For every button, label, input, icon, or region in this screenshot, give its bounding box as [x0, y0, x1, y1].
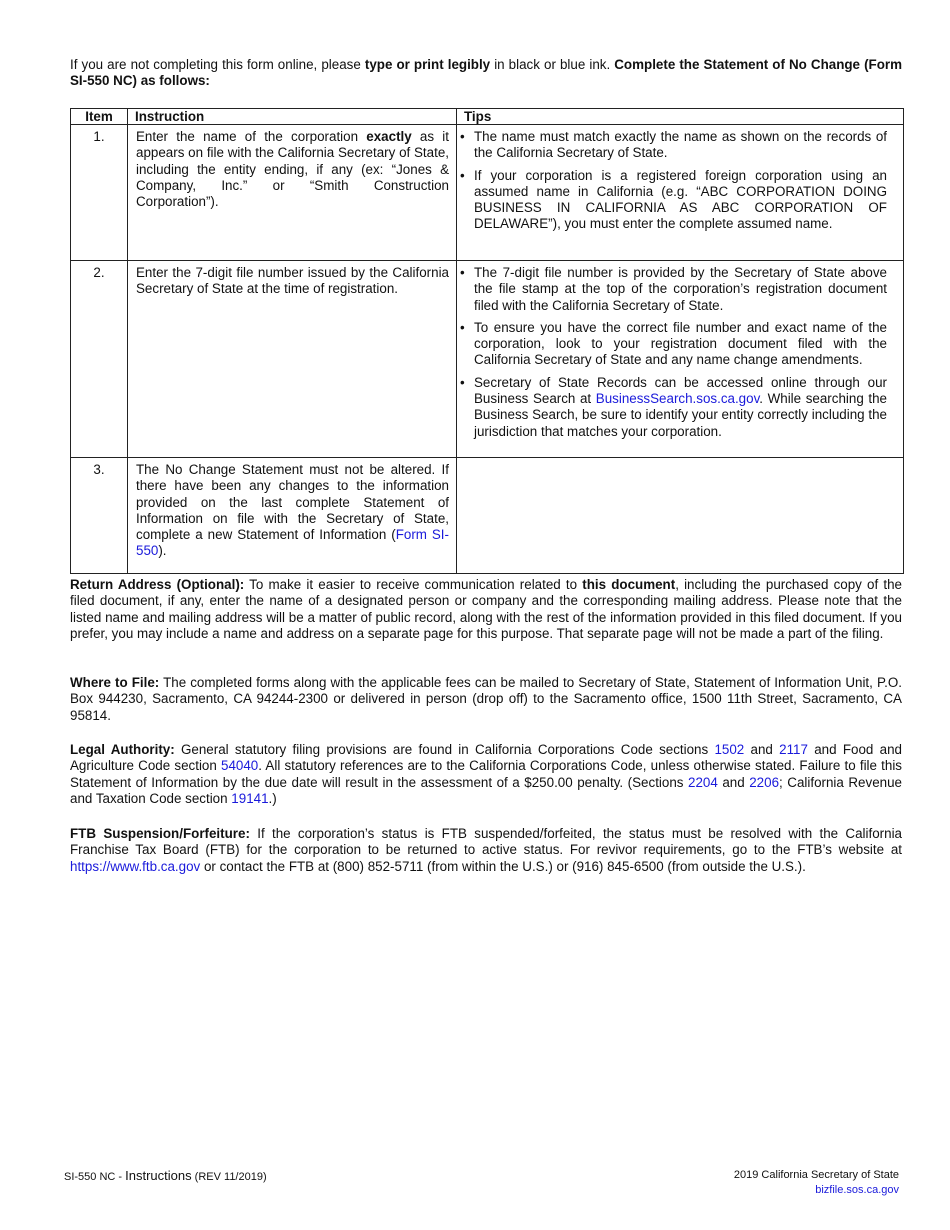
instruction-text: as it appears on file with the California Secretary of State, including the entity ending, if any (ex: “Jones & Company, Inc.” or “Smith Construction Corporation”). [136, 129, 450, 210]
header-instruction: Instruction [128, 109, 457, 125]
intro-bold-1: type or print legibly [364, 57, 491, 72]
item-number: 1. [71, 125, 128, 261]
section-text: and [717, 774, 750, 790]
instruction-text: Enter the name of the corporation [136, 129, 367, 144]
section-text: General statutory filing provisions are found in California Corporations Code sections [174, 742, 715, 757]
instruction-text: ). [158, 543, 167, 559]
form-si-550-link[interactable]: Form SI-550 [136, 527, 449, 559]
section-bold: this document [582, 577, 676, 592]
section-text: and Food and Agriculture Code section [70, 742, 902, 774]
tips-cell [457, 261, 904, 458]
section-1502-link[interactable]: 1502 [714, 742, 745, 757]
instruction-bold: exactly [366, 129, 412, 144]
instruction-text: The No Change Statement must not be altered. If there have been any changes to the information provided on the last complete Statement of Information on file with the Secretary of State, complete a new Statement of Information ( [136, 462, 449, 543]
section-2204-link[interactable]: 2204 [688, 774, 718, 790]
section-19141-link[interactable]: 19141 [231, 790, 269, 806]
return-address-section [70, 577, 902, 642]
section-text: .) [268, 790, 277, 806]
instruction-cell [128, 125, 457, 261]
footer-form-number: SI-550 NC - [64, 1171, 126, 1183]
section-text: The completed forms along with the applicable fees can be mailed to Secretary of State, Statement of Information Unit, P.O. Box 944230, Sacramento, CA 94244-2300 or delivered in person (drop off) to the Sacramento office, 1500 11th Street, Sacramento, CA 95814. [70, 675, 903, 723]
intro-paragraph [70, 57, 902, 90]
ftb-section [70, 826, 902, 875]
section-2117-link[interactable]: 2117 [779, 742, 808, 757]
return-address-heading: Return Address (Optional): [70, 577, 245, 592]
section-text: ; California Revenue and Taxation Code section [70, 774, 902, 806]
where-to-file-section [70, 675, 902, 724]
section-text: If the corporation’s status is FTB suspended/forfeited, the status must be resolved with the California Franchise Tax Board (FTB) for the corporation to be returned to active status. For revivor requirements, go to the FTB’s website at [70, 826, 902, 858]
table-row [71, 458, 904, 574]
intro-text-1: If you are not completing this form online, please [70, 57, 365, 72]
tip-text: Secretary of State Records can be accessed online through our Business Search at [474, 374, 887, 407]
item-number: 2. [71, 261, 128, 458]
section-text: , including the purchased copy of the filed document, if any, enter the name of a designated person or company and the corresponding mailing address. Please note that the listed name and mailing address will be a matter of public record, along with the rest of the information provided in this filed document. If you prefer, you may include a name and address on a separate page for this purpose. That separate page will not be made a part of the filing. [70, 577, 902, 641]
header-item: Item [71, 109, 128, 125]
tips-list [459, 129, 887, 233]
where-to-file-heading: Where to File: [70, 675, 160, 690]
intro-text-2: in black or blue ink. [490, 57, 615, 72]
tip-item: • The name must match exactly the name as shown on the records of the California Secretary of State. [474, 129, 887, 162]
tips-cell [457, 125, 904, 261]
footer-right [734, 1168, 899, 1198]
tips-cell-empty [457, 458, 904, 574]
tip-text: . While searching the Business Search, be sure to identify your entity correctly including the jurisdiction that matches your corporation. [474, 391, 888, 439]
table-row [71, 261, 904, 458]
tip-item [474, 375, 887, 440]
section-text: and [744, 742, 780, 757]
instructions-table [70, 108, 904, 574]
tips-list [459, 265, 887, 440]
section-2206-link[interactable]: 2206 [749, 774, 780, 790]
intro-bold-2: Complete the Statement of No Change (Form SI-550 NC) as follows: [70, 57, 902, 89]
footer-copyright: 2019 California Secretary of State [733, 1169, 899, 1181]
tip-item: • If your corporation is a registered foreign corporation using an assumed name in California (e.g. “ABC CORPORATION DOING BUSINESS IN CALIFORNIA AS ABC CORPORATION OF DELAWARE”), you must enter the complete assumed name. [474, 168, 887, 233]
instruction-cell [128, 458, 457, 574]
section-text: To make it easier to receive communication related to [244, 577, 583, 592]
ftb-heading: FTB Suspension/Forfeiture: [70, 826, 250, 841]
legal-authority-section [70, 742, 902, 807]
legal-authority-heading: Legal Authority: [70, 742, 175, 757]
table-row [71, 125, 904, 261]
tip-item: • To ensure you have the correct file number and exact name of the corporation, look to your registration document filed with the California Secretary of State and any name change amendments. [474, 320, 887, 369]
section-54040-link[interactable]: 54040 [221, 758, 259, 774]
item-number: 3. [71, 458, 128, 574]
footer-revision: (REV 11/2019) [191, 1171, 267, 1183]
bizfile-link[interactable]: bizfile.sos.ca.gov [815, 1184, 899, 1196]
footer-instructions-label: Instructions [125, 1168, 192, 1183]
section-text: or contact the FTB at (800) 852-5711 (from within the U.S.) or (916) 845-6500 (from outside the U.S.). [200, 858, 806, 874]
tip-item: • The 7-digit file number is provided by the Secretary of State above the file stamp at the top of the corporation’s registration document filed with the California Secretary of State. [474, 265, 887, 314]
header-tips: Tips [457, 109, 904, 125]
instruction-cell: Enter the 7-digit file number issued by the California Secretary of State at the time of registration. [128, 261, 457, 458]
footer-form-id [64, 1168, 267, 1185]
ftb-website-link[interactable]: https://www.ftb.ca.gov [70, 858, 201, 874]
section-text: . All statutory references are to the California Corporations Code, unless otherwise stated. Failure to file this Statement of Information by the due date will result in the assessment of a $250.00 penalty. (Sections [70, 758, 903, 790]
business-search-link[interactable]: BusinessSearch.sos.ca.gov [595, 391, 760, 407]
table-header-row [71, 109, 904, 125]
